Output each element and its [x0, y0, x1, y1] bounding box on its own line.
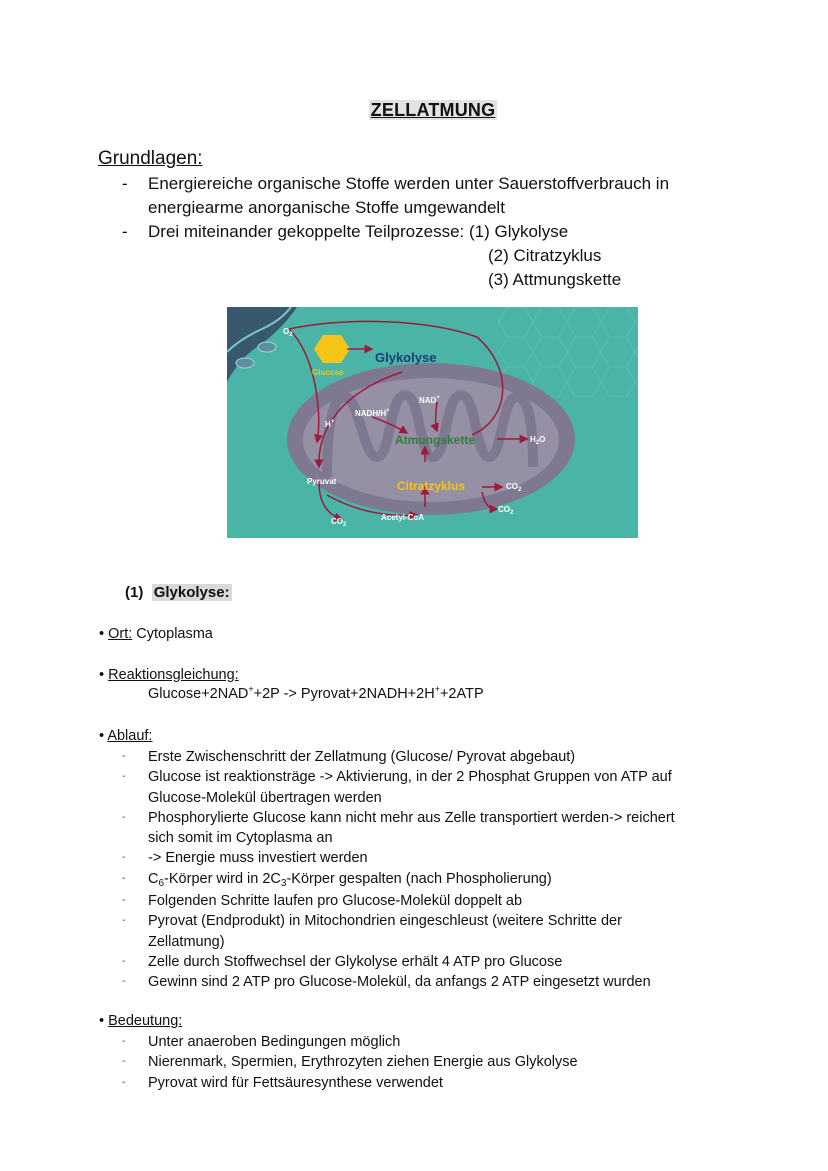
svg-text:NAD+: NAD+: [419, 395, 440, 405]
reaktionsgleichung: Glucose+2NAD++2P -> Pyrovat+2NADH+2H++2ATP: [148, 684, 484, 702]
list-item: - Glucose ist reaktionsträge -> Aktivierung, in der 2 Phosphat Gruppen von ATP auf Glucose-Molekül übertragen werden: [122, 769, 672, 806]
list-item: - -> Energie muss investiert werden: [122, 850, 368, 867]
list-item: - Nierenmark, Spermien, Erythrozyten ziehen Energie aus Glykolyse: [122, 1054, 578, 1071]
bedeutung-label: Bedeutung:: [108, 1013, 183, 1029]
section-glykolyse-heading: (1) Glykolyse:: [125, 584, 230, 601]
list-item: - Pyrovat (Endprodukt) in Mitochondrien eingeschleust (weitere Schritte der Zellatmung): [122, 913, 622, 950]
list-item: - Unter anaeroben Bedingungen möglich: [122, 1034, 401, 1050]
grundlagen-list: [122, 172, 742, 244]
reaktion-label: Reaktionsgleichung:: [108, 667, 239, 683]
glykolyse-label: Glykolyse: [375, 350, 437, 365]
teilprozess-3: (3) Attmungskette: [488, 270, 622, 289]
bedeutung-label-line: • Bedeutung:: [99, 1013, 183, 1029]
ablauf-list: [122, 747, 732, 993]
list-item: - Erste Zwischenschritt der Zellatmung (Glucose/ Pyrovat abgebaut): [122, 749, 576, 765]
teilprozess-2: (2) Citratzyklus: [488, 246, 602, 265]
h2o-label: H: [530, 435, 536, 444]
list-item: - Gewinn sind 2 ATP pro Glucose-Molekül, da anfangs 2 ATP eingesetzt wurden: [122, 974, 651, 991]
svg-text:H2O: $H_2O$: [530, 435, 546, 446]
acetyl-coa-label: Acetyl-CoA: [381, 513, 425, 522]
svg-text:CO2: $CO_2$: [498, 505, 514, 516]
svg-text:CO2: $CO_2$: [331, 517, 347, 528]
co2-label-bottom: CO: [331, 517, 343, 526]
list-item: - Pyrovat wird für Fettsäuresynthese verwendet: [122, 1074, 443, 1091]
list-item: - Folgenden Schritte laufen pro Glucose-Molekül doppelt ab: [122, 893, 523, 910]
nad-label: NAD: [419, 396, 437, 405]
svg-text:CO2: $CO_2$: [506, 482, 522, 493]
page-title: [0, 100, 828, 121]
title-text: ZELLATMUNG: [370, 100, 496, 120]
svg-text:NADH/H+: NADH/H+: [355, 408, 390, 418]
pyruvat-label: Pyruvat: [307, 477, 337, 486]
ablauf-label: Ablauf:: [107, 728, 153, 744]
svg-text:O2: $O_2$: [283, 327, 293, 338]
ablauf-label-line: • Ablauf:: [99, 728, 153, 744]
ort-label: Ort:: [108, 626, 133, 642]
o2-label: O: [283, 327, 290, 336]
atmungskette-label: Atmungskette: [395, 433, 476, 447]
co2-label-right1: CO: [506, 482, 518, 491]
h-label: H: [325, 420, 331, 429]
ort-line: • Ort: Cytoplasma: [99, 626, 213, 642]
co2-label-right2: CO: [498, 505, 510, 514]
list-item: - Drei miteinander gekoppelte Teilprozesse: (1) Glykolyse: [122, 222, 569, 241]
reaktion-label-line: • Reaktionsgleichung:: [99, 667, 239, 683]
grundlagen-heading: Grundlagen:: [98, 148, 203, 169]
bedeutung-list: [122, 1032, 732, 1093]
list-item: - $C_6$-Körper wird in $2C_3$-Körper gespalten (nach Phospholierung): [122, 870, 552, 889]
list-item: - Phosphorylierte Glucose kann nicht mehr aus Zelle transportiert werden-> reichert sich somit im Cytoplasma an: [122, 809, 675, 847]
nadh-label: NADH/H: [355, 409, 387, 418]
ort-value: Cytoplasma: [132, 626, 213, 642]
zellatmung-diagram: [227, 307, 638, 538]
citratzyklus-label: Citratzyklus: [397, 479, 466, 493]
svg-text:H+: H+: [325, 419, 335, 429]
list-item: - Energiereiche organische Stoffe werden unter Sauerstoffverbrauch in energiearme anorganische Stoffe umgewandelt: [122, 174, 670, 217]
list-item: - Zelle durch Stoffwechsel der Glykolyse erhält 4 ATP pro Glucose: [122, 953, 563, 970]
glucose-label: Glucose: [312, 368, 344, 377]
